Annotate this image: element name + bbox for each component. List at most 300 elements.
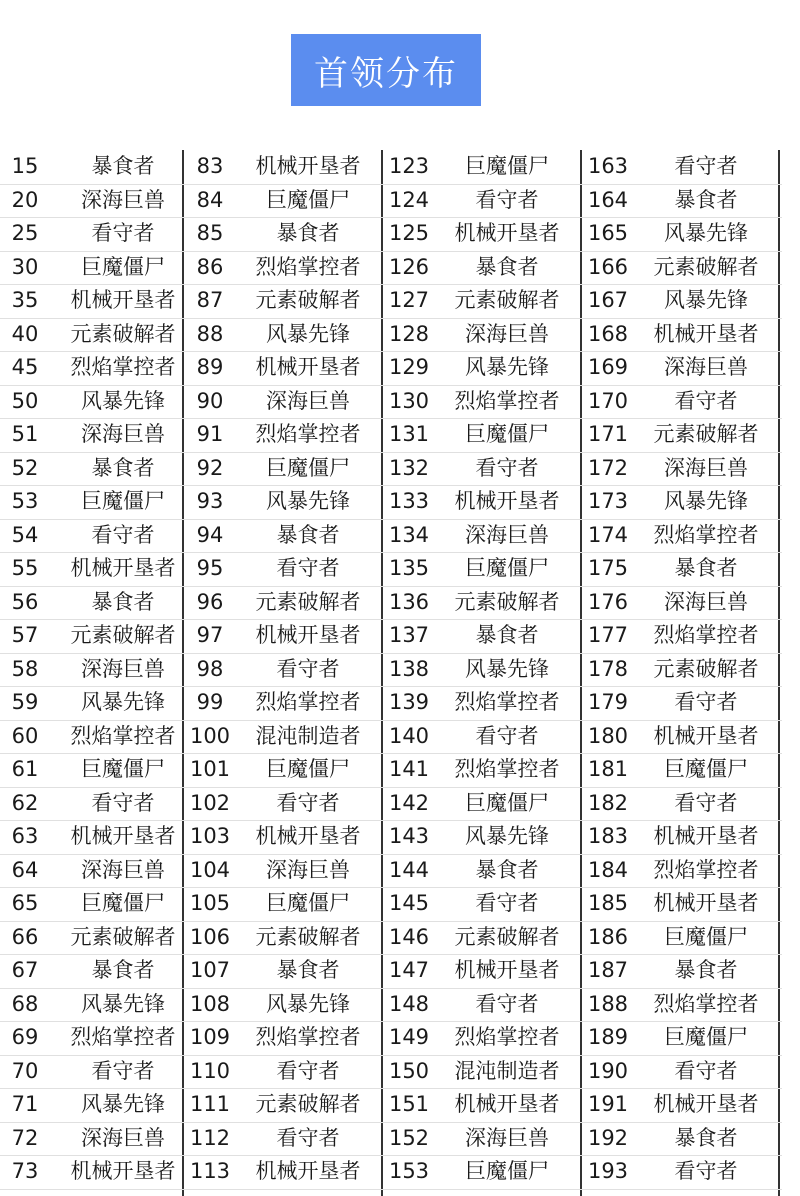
table-row (384, 1055, 582, 1089)
floor-number: 140 (388, 723, 430, 748)
table-row (185, 184, 383, 218)
boss-name: 风暴先锋 (664, 288, 748, 312)
floor-number: 87 (196, 288, 224, 312)
boss-name: 元素破解者 (255, 924, 361, 949)
floor-number: 98 (196, 656, 224, 681)
table-row (583, 552, 781, 586)
table-row (0, 988, 198, 1022)
boss-name: 烈焰掌控者 (653, 623, 759, 647)
table-row (0, 887, 198, 921)
table-row (0, 552, 198, 586)
table-row (384, 753, 582, 787)
table-row (384, 217, 582, 251)
floor-number: 181 (587, 757, 629, 781)
boss-name: 暴食者 (475, 623, 539, 647)
table-row (185, 820, 383, 854)
table-row (185, 988, 383, 1022)
boss-name: 巨魔僵尸 (664, 924, 748, 949)
floor-number: 146 (388, 924, 430, 949)
floor-number: 163 (587, 154, 629, 178)
table-row (583, 485, 781, 519)
table-row (583, 1155, 781, 1189)
floor-number: 148 (388, 991, 430, 1016)
table-column-4 (583, 150, 781, 1196)
table-row (583, 653, 781, 687)
boss-name: 风暴先锋 (81, 991, 165, 1016)
boss-name: 元素破解者 (70, 623, 176, 647)
boss-name: 巨魔僵尸 (266, 891, 350, 915)
boss-name: 看守者 (674, 388, 738, 413)
floor-number: 177 (587, 623, 629, 647)
boss-name: 深海巨兽 (81, 857, 165, 882)
floor-number: 149 (388, 1025, 430, 1049)
table-row (384, 820, 582, 854)
boss-name: 风暴先锋 (465, 656, 549, 681)
boss-name: 暴食者 (475, 857, 539, 882)
floor-number: 147 (388, 958, 430, 982)
boss-name: 机械开垦者 (255, 824, 361, 848)
floor-number: 69 (11, 1025, 39, 1049)
boss-name: 看守者 (674, 154, 738, 178)
floor-number: 176 (587, 589, 629, 614)
boss-name: 暴食者 (674, 187, 738, 212)
boss-name: 烈焰掌控者 (653, 522, 759, 547)
floor-number: 187 (587, 958, 629, 982)
boss-name: 烈焰掌控者 (255, 690, 361, 714)
floor-number: 54 (11, 522, 39, 547)
boss-name: 风暴先锋 (266, 489, 350, 513)
floor-number: 175 (587, 556, 629, 580)
boss-name: 烈焰掌控者 (70, 1025, 176, 1049)
floor-number: 113 (189, 1159, 231, 1183)
table-row (185, 150, 383, 184)
boss-name: 烈焰掌控者 (454, 388, 560, 413)
boss-name: 烈焰掌控者 (255, 1025, 361, 1049)
boss-name: 巨魔僵尸 (81, 254, 165, 279)
boss-name: 巨魔僵尸 (465, 556, 549, 580)
floor-number: 100 (189, 723, 231, 748)
floor-number: 136 (388, 589, 430, 614)
boss-name: 机械开垦者 (70, 288, 176, 312)
floor-number: 96 (196, 589, 224, 614)
table-row (0, 217, 198, 251)
table-row (0, 1155, 198, 1189)
floor-number: 63 (11, 824, 39, 848)
boss-name: 巨魔僵尸 (266, 757, 350, 781)
table-row (384, 1088, 582, 1122)
boss-name: 烈焰掌控者 (454, 1025, 560, 1049)
boss-name: 看守者 (276, 790, 340, 815)
table-row (0, 921, 198, 955)
floor-number: 134 (388, 522, 430, 547)
table-row (583, 1088, 781, 1122)
floor-number: 60 (11, 723, 39, 748)
boss-name: 巨魔僵尸 (81, 891, 165, 915)
boss-name: 巨魔僵尸 (81, 757, 165, 781)
floor-number: 25 (11, 221, 39, 245)
floor-number: 61 (11, 757, 39, 781)
table-row (384, 251, 582, 285)
boss-name: 巨魔僵尸 (266, 455, 350, 480)
floor-number: 40 (11, 321, 39, 346)
boss-name: 看守者 (674, 790, 738, 815)
floor-number: 169 (587, 355, 629, 379)
table-row (185, 753, 383, 787)
floor-number: 45 (11, 355, 39, 379)
floor-number: 179 (587, 690, 629, 714)
floor-number: 51 (11, 422, 39, 446)
table-row (185, 586, 383, 620)
floor-number: 165 (587, 221, 629, 245)
boss-name: 元素破解者 (70, 321, 176, 346)
table-row (384, 988, 582, 1022)
table-row (0, 1088, 198, 1122)
table-row (384, 854, 582, 888)
table-row (384, 887, 582, 921)
table-row (185, 854, 383, 888)
floor-number: 132 (388, 455, 430, 480)
boss-name: 暴食者 (674, 958, 738, 982)
floor-number: 97 (196, 623, 224, 647)
boss-name: 看守者 (276, 556, 340, 580)
floor-number: 65 (11, 891, 39, 915)
boss-name: 机械开垦者 (653, 1092, 759, 1116)
table-row (185, 921, 383, 955)
boss-name: 烈焰掌控者 (255, 422, 361, 446)
boss-name: 风暴先锋 (266, 991, 350, 1016)
boss-name: 风暴先锋 (465, 824, 549, 848)
floor-number: 83 (196, 154, 224, 178)
floor-number: 125 (388, 221, 430, 245)
boss-name: 元素破解者 (454, 288, 560, 312)
boss-name: 暴食者 (674, 556, 738, 580)
boss-name: 巨魔僵尸 (81, 489, 165, 513)
floor-number: 178 (587, 656, 629, 681)
boss-name: 元素破解者 (454, 589, 560, 614)
boss-name: 暴食者 (674, 1125, 738, 1150)
table-row (0, 485, 198, 519)
table-row (384, 318, 582, 352)
floor-number: 170 (587, 388, 629, 413)
boss-name: 暴食者 (276, 522, 340, 547)
boss-name: 巨魔僵尸 (266, 187, 350, 212)
boss-name: 元素破解者 (653, 422, 759, 446)
table-row (0, 787, 198, 821)
table-row (185, 318, 383, 352)
boss-name: 深海巨兽 (81, 422, 165, 446)
table-row (0, 653, 198, 687)
floor-number: 99 (196, 690, 224, 714)
floor-number: 189 (587, 1025, 629, 1049)
table-row (583, 954, 781, 988)
table-row (384, 921, 582, 955)
table-row (185, 619, 383, 653)
floor-number: 109 (189, 1025, 231, 1049)
floor-number: 67 (11, 958, 39, 982)
floor-number: 93 (196, 489, 224, 513)
table-row (185, 452, 383, 486)
floor-number: 131 (388, 422, 430, 446)
floor-number: 53 (11, 489, 39, 513)
table-row (0, 251, 198, 285)
floor-number: 108 (189, 991, 231, 1016)
table-row (185, 686, 383, 720)
boss-name: 机械开垦者 (653, 321, 759, 346)
table-row (0, 686, 198, 720)
boss-name: 深海巨兽 (465, 522, 549, 547)
boss-name: 深海巨兽 (664, 455, 748, 480)
table-row (384, 686, 582, 720)
table-row (384, 1122, 582, 1156)
table-row (583, 1055, 781, 1089)
floor-number: 62 (11, 790, 39, 815)
floor-number: 188 (587, 991, 629, 1016)
boss-name: 深海巨兽 (465, 1125, 549, 1150)
table-row (384, 586, 582, 620)
table-row (0, 1021, 198, 1055)
floor-number: 167 (587, 288, 629, 312)
table-row (185, 954, 383, 988)
table-row (384, 787, 582, 821)
table-row (384, 653, 582, 687)
floor-number: 183 (587, 824, 629, 848)
table-row (185, 351, 383, 385)
floor-number: 57 (11, 623, 39, 647)
table-row (384, 385, 582, 419)
boss-name: 暴食者 (91, 455, 155, 480)
floor-number: 152 (388, 1125, 430, 1150)
table-row (185, 653, 383, 687)
table-row (583, 787, 781, 821)
floor-number: 139 (388, 690, 430, 714)
floor-number: 50 (11, 388, 39, 413)
boss-name: 看守者 (674, 1058, 738, 1083)
table-row (583, 184, 781, 218)
table-row (583, 686, 781, 720)
boss-name: 看守者 (475, 991, 539, 1016)
table-row (384, 485, 582, 519)
floor-number: 88 (196, 321, 224, 346)
table-row (583, 1021, 781, 1055)
boss-name: 看守者 (674, 690, 738, 714)
table-row (583, 418, 781, 452)
boss-name: 深海巨兽 (664, 355, 748, 379)
boss-name: 混沌制造者 (255, 723, 361, 748)
floor-number: 171 (587, 422, 629, 446)
table-row (583, 753, 781, 787)
floor-number: 145 (388, 891, 430, 915)
table-row (0, 1122, 198, 1156)
floor-number: 142 (388, 790, 430, 815)
floor-number: 151 (388, 1092, 430, 1116)
table-row (185, 1155, 383, 1189)
floor-number: 141 (388, 757, 430, 781)
floor-number: 135 (388, 556, 430, 580)
table-row (583, 318, 781, 352)
floor-number: 89 (196, 355, 224, 379)
floor-number: 107 (189, 958, 231, 982)
boss-name: 风暴先锋 (664, 221, 748, 245)
floor-number: 70 (11, 1058, 39, 1083)
table-row (0, 284, 198, 318)
boss-name: 机械开垦者 (70, 824, 176, 848)
floor-number: 180 (587, 723, 629, 748)
floor-number: 186 (587, 924, 629, 949)
table-column-1 (0, 150, 198, 1196)
boss-name: 巨魔僵尸 (664, 757, 748, 781)
floor-number: 103 (189, 824, 231, 848)
floor-number: 166 (587, 254, 629, 279)
floor-number: 101 (189, 757, 231, 781)
floor-number: 190 (587, 1058, 629, 1083)
floor-number: 168 (587, 321, 629, 346)
boss-name: 机械开垦者 (653, 723, 759, 748)
boss-name: 看守者 (475, 187, 539, 212)
table-row (185, 251, 383, 285)
table-column-2 (185, 150, 383, 1196)
table-row (0, 586, 198, 620)
table-row (583, 586, 781, 620)
table-column-3 (384, 150, 582, 1196)
floor-number: 20 (11, 187, 39, 212)
boss-name: 深海巨兽 (81, 656, 165, 681)
table-row (185, 552, 383, 586)
floor-number: 172 (587, 455, 629, 480)
floor-number: 94 (196, 522, 224, 547)
boss-name: 机械开垦者 (454, 958, 560, 982)
floor-number: 110 (189, 1058, 231, 1083)
table-row (583, 150, 781, 184)
table-row (583, 217, 781, 251)
boss-name: 暴食者 (475, 254, 539, 279)
table-row (384, 184, 582, 218)
floor-number: 111 (189, 1092, 231, 1116)
floor-number: 56 (11, 589, 39, 614)
table-row (583, 854, 781, 888)
table-row (0, 854, 198, 888)
floor-number: 106 (189, 924, 231, 949)
boss-name: 巨魔僵尸 (465, 422, 549, 446)
boss-name: 暴食者 (91, 154, 155, 178)
table-row (185, 217, 383, 251)
table-row (185, 1088, 383, 1122)
boss-name: 机械开垦者 (255, 1159, 361, 1183)
table-row (0, 720, 198, 754)
boss-name: 元素破解者 (70, 924, 176, 949)
floor-number: 129 (388, 355, 430, 379)
table-row (0, 519, 198, 553)
table-row (0, 452, 198, 486)
table-row (0, 418, 198, 452)
floor-number: 85 (196, 221, 224, 245)
table-row (583, 519, 781, 553)
boss-name: 深海巨兽 (266, 388, 350, 413)
floor-number: 153 (388, 1159, 430, 1183)
table-row (185, 485, 383, 519)
table-row (583, 284, 781, 318)
boss-name: 烈焰掌控者 (70, 723, 176, 748)
table-row (185, 720, 383, 754)
table-row (384, 519, 582, 553)
boss-name: 风暴先锋 (81, 388, 165, 413)
table-row (0, 351, 198, 385)
floor-number: 126 (388, 254, 430, 279)
floor-number: 112 (189, 1125, 231, 1150)
boss-name: 机械开垦者 (653, 824, 759, 848)
boss-name: 元素破解者 (255, 589, 361, 614)
boss-name: 机械开垦者 (454, 221, 560, 245)
table-row (0, 1055, 198, 1089)
table-row (384, 150, 582, 184)
floor-number: 58 (11, 656, 39, 681)
floor-number: 35 (11, 288, 39, 312)
table-row (583, 251, 781, 285)
table-row (384, 552, 582, 586)
boss-name: 巨魔僵尸 (465, 154, 549, 178)
floor-number: 127 (388, 288, 430, 312)
floor-number: 185 (587, 891, 629, 915)
boss-name: 烈焰掌控者 (653, 991, 759, 1016)
table-row (583, 619, 781, 653)
boss-name: 混沌制造者 (454, 1058, 560, 1083)
boss-name: 元素破解者 (653, 656, 759, 681)
floor-number: 150 (388, 1058, 430, 1083)
boss-name: 深海巨兽 (81, 1125, 165, 1150)
table-row (583, 720, 781, 754)
floor-number: 123 (388, 154, 430, 178)
boss-name: 看守者 (91, 221, 155, 245)
boss-name: 风暴先锋 (465, 355, 549, 379)
table-row (0, 150, 198, 184)
table-row (384, 284, 582, 318)
table-row (0, 385, 198, 419)
boss-name: 风暴先锋 (81, 1092, 165, 1116)
table-row (0, 753, 198, 787)
boss-name: 看守者 (276, 1125, 340, 1150)
boss-name: 深海巨兽 (664, 589, 748, 614)
boss-name: 看守者 (91, 1058, 155, 1083)
boss-name: 看守者 (276, 656, 340, 681)
floor-number: 64 (11, 857, 39, 882)
floor-number: 15 (11, 154, 39, 178)
boss-name: 深海巨兽 (465, 321, 549, 346)
floor-number: 95 (196, 556, 224, 580)
table-row (0, 619, 198, 653)
table-row (583, 452, 781, 486)
boss-name: 元素破解者 (255, 1092, 361, 1116)
floor-number: 59 (11, 690, 39, 714)
table-row (185, 284, 383, 318)
boss-name: 机械开垦者 (70, 556, 176, 580)
boss-name: 看守者 (91, 790, 155, 815)
floor-number: 144 (388, 857, 430, 882)
boss-name: 风暴先锋 (664, 489, 748, 513)
floor-number: 86 (196, 254, 224, 279)
boss-name: 看守者 (475, 891, 539, 915)
boss-name: 巨魔僵尸 (664, 1025, 748, 1049)
boss-name: 元素破解者 (255, 288, 361, 312)
page-title: 首领分布 (291, 34, 481, 106)
floor-number: 72 (11, 1125, 39, 1150)
boss-name: 风暴先锋 (266, 321, 350, 346)
floor-number: 30 (11, 254, 39, 279)
floor-number: 55 (11, 556, 39, 580)
floor-number: 104 (189, 857, 231, 882)
table-row (583, 988, 781, 1022)
floor-number: 174 (587, 522, 629, 547)
floor-number: 52 (11, 455, 39, 480)
boss-name: 烈焰掌控者 (653, 857, 759, 882)
